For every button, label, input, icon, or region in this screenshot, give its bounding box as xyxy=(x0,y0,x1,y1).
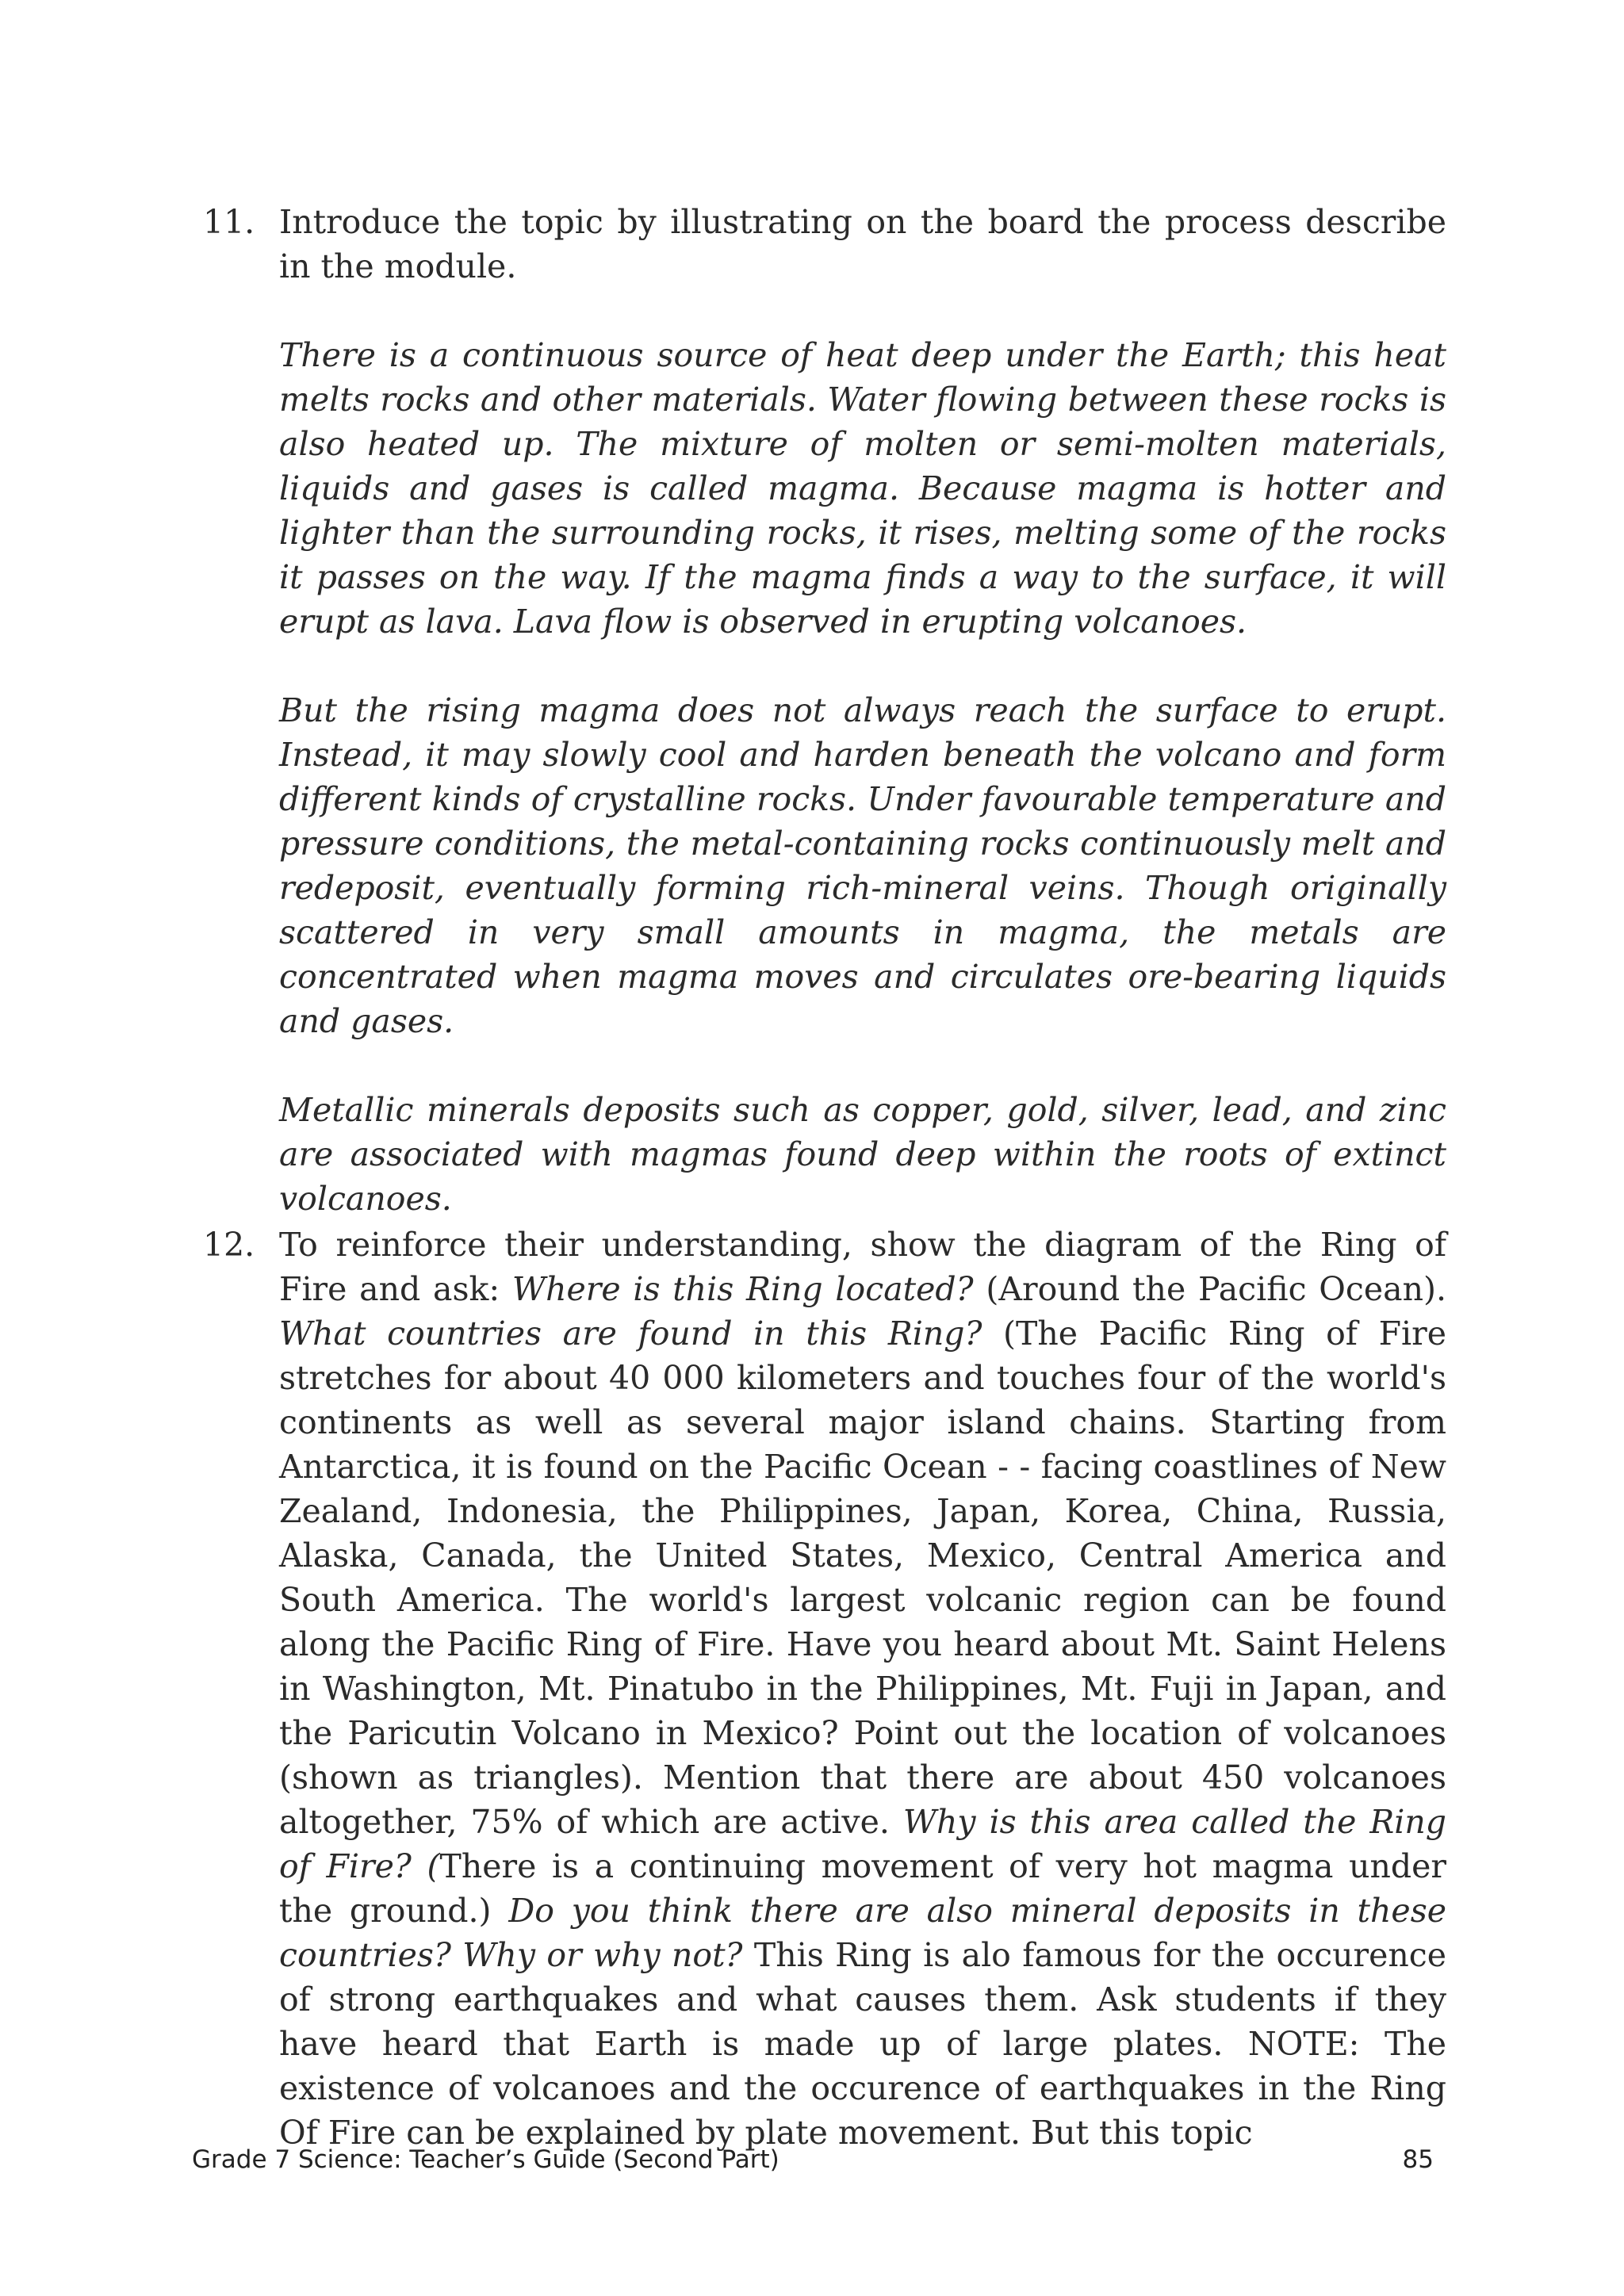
rising-magma-paragraph: But the rising magma does not always reach the surface to erupt. Instead, it may slowly cool and harden beneath the volcano and form different kinds of crystalline rocks. Under favourable temperature and pressure conditions, the metal-containing rocks continuously melt and redeposit, eventually forming rich-mineral veins. Though originally scattered in very small amounts in magma, the metals are concentrated when magma moves and circulates ore-bearing liquids and gases. xyxy=(279,691,1446,1040)
text-segment: (Around the Pacific Ocean). xyxy=(973,1270,1447,1308)
text-segment: (The Pacific Ring of Fire stretches for about 40 000 kilometers and touches four of the world's continents as well as several major island chains. Starting from Antarctica, it is found on the Pacific Ocean - - facing coastlines of New Zealand, Indonesia, the Philippines, Japan, Korea, China, Russia, Alaska, Canada, the United States, Mexico, Central America and South America. The world's largest volcanic region can be found along the Pacific Ring of Fire. Have you heard about Mt. Saint Helens in Washington, Mt. Pinatubo in the Philippines, Mt. Fuji in Japan, and the Paricutin Volcano in Mexico? Point out the location of volcanoes (shown as triangles). Mention that there are about 450 volcanoes altogether, 75% of which are active. xyxy=(279,1314,1446,1841)
item-body xyxy=(279,1223,1446,2155)
magma-heat-paragraph: There is a continuous source of heat deep under the Earth; this heat melts rocks and other materials. Water flowing between these rocks is also heated up. The mixture of molten or semi-molten materials, liquids and gases is called magma. Because magma is hotter and lighter than the surrounding rocks, it rises, melting some of the rocks it passes on the way. If the magma finds a way to the surface, it will erupt as lava. Lava flow is observed in erupting volcanoes. xyxy=(279,336,1446,641)
item-number: 12. xyxy=(203,1226,255,1264)
page-footer xyxy=(192,2142,1445,2177)
question-countries: What countries are found in this Ring? xyxy=(279,1314,982,1353)
item-number: 11. xyxy=(203,203,255,241)
question-mineral-deposits: Do you think there are also mineral deposits in these countries? Why or why not? xyxy=(279,1892,1446,1974)
text-segment: To reinforce their understanding, show the diagram of the Ring of Fire and ask: xyxy=(279,1226,1446,1308)
metallic-minerals-paragraph: Metallic minerals deposits such as copper, gold, silver, lead, and zinc are associated with magmas found deep within the roots of extinct volcanoes. xyxy=(279,1091,1446,1218)
text-segment: There is a continuing movement of very hot magma under the ground.) xyxy=(279,1847,1447,1930)
page-number: 85 xyxy=(1402,2145,1434,2174)
question-ring-name: Why is this area called the Ring of Fire? ( xyxy=(279,1803,1446,1885)
footer-title: Grade 7 Science: Teacher’s Guide (Second Part) xyxy=(192,2145,779,2174)
question-location: Where is this Ring located? xyxy=(511,1270,974,1308)
intro-paragraph: Introduce the topic by illustrating on the board the process describe in the module. xyxy=(279,203,1446,285)
text-segment: This Ring is alo famous for the occurence of strong earthquakes and what causes them. Ask students if they have heard that Earth is made up of large plates. NOTE: The existence of volcanoes and the occurence of earthquakes in the Ring Of Fire can be explained by plate movement. But this topic xyxy=(279,1936,1446,2152)
item-body xyxy=(279,200,1446,1221)
ring-of-fire-paragraph xyxy=(279,1223,1446,2155)
